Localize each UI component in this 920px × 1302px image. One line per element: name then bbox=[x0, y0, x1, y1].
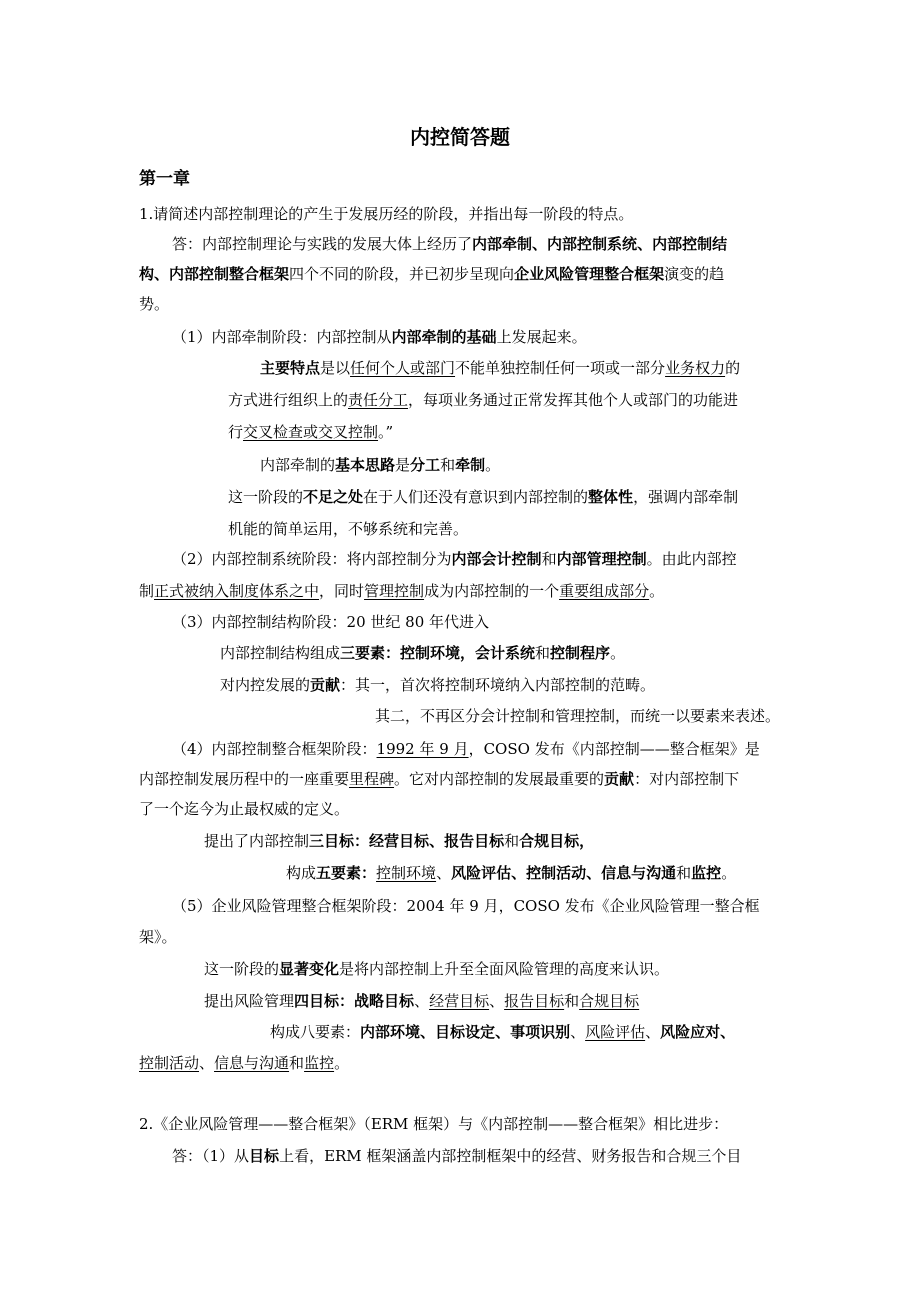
answer-2-line-1: 答：（1）从目标上看，ERM 框架涵盖内部控制框架中的经营、财务报告和合规三个目 bbox=[172, 1147, 742, 1165]
stage-1-basic-idea: 内部牵制的基本思路是分工和牵制。 bbox=[260, 456, 501, 474]
answer-1-line-2: 构、内部控制整合框架四个不同的阶段，并已初步呈现向企业风险管理整合框架演变的趋 bbox=[139, 265, 725, 283]
stage-3-elements: 内部控制结构组成三要素：控制环境，会计系统和控制程序。 bbox=[220, 644, 626, 662]
stage-5-line-1: （5）企业风险管理整合框架阶段：2004 年 9 月，COSO 发布《企业风险管理一整合框 bbox=[172, 897, 760, 915]
stage-1-feature-line-2: 方式进行组织上的责任分工，每项业务通过正常发挥其他个人或部门的功能进 bbox=[228, 391, 739, 409]
stage-1-heading: （1）内部牵制阶段：内部控制从内部牵制的基础上发展起来。 bbox=[172, 328, 587, 346]
stage-3-contribution-1: 对内控发展的贡献：其一，首次将控制环境纳入内部控制的范畴。 bbox=[220, 676, 656, 694]
stage-1-shortcoming-line-1: 这一阶段的不足之处在于人们还没有意识到内部控制的整体性，强调内部牵制 bbox=[228, 488, 739, 506]
answer-1-line-1: 答：内部控制理论与实践的发展大体上经历了内部牵制、内部控制系统、内部控制结 bbox=[172, 235, 728, 253]
stage-4-components: 构成五要素：控制环境、风险评估、控制活动、信息与沟通和监控。 bbox=[286, 864, 737, 882]
stage-5-objectives: 提出风险管理四目标：战略目标、经营目标、报告目标和合规目标 bbox=[204, 992, 640, 1010]
stage-1-feature-line-3: 行交叉检查或交叉控制。” bbox=[228, 423, 394, 441]
stage-3-contribution-2: 其二，不再区分会计控制和管理控制，而统一以要素来表述。 bbox=[374, 707, 780, 725]
stage-3-heading: （3）内部控制结构阶段：20 世纪 80 年代进入 bbox=[172, 613, 490, 631]
answer-1-line-3: 势。 bbox=[139, 295, 170, 313]
chapter-heading: 第一章 bbox=[139, 169, 190, 189]
stage-1-feature-line-1: 主要特点是以任何个人或部门不能单独控制任何一项或一部分业务权力的 bbox=[260, 359, 741, 377]
stage-5-change: 这一阶段的显著变化是将内部控制上升至全面风险管理的高度来认识。 bbox=[204, 960, 670, 978]
stage-5-components-line-2: 控制活动、信息与沟通和监控。 bbox=[139, 1054, 350, 1072]
question-1: 1.请简述内部控制理论的产生于发展历经的阶段，并指出每一阶段的特点。 bbox=[139, 205, 634, 223]
stage-4-line-3: 了一个迄今为止最权威的定义。 bbox=[139, 800, 350, 818]
stage-4-line-1: （4）内部控制整合框架阶段：1992 年 9 月，COSO 发布《内部控制——整合框架》是 bbox=[172, 740, 760, 758]
stage-5-line-2: 架》。 bbox=[139, 928, 177, 946]
stage-1-shortcoming-line-2: 机能的简单运用，不够系统和完善。 bbox=[228, 520, 469, 538]
stage-2-line-1: （2）内部控制系统阶段：将内部控制分为内部会计控制和内部管理控制。由此内部控 bbox=[172, 550, 737, 568]
stage-5-components-line-1: 构成八要素：内部环境、目标设定、事项识别、风险评估、风险应对、 bbox=[270, 1023, 736, 1041]
document-title: 内控简答题 bbox=[410, 125, 510, 149]
stage-2-line-2: 制正式被纳入制度体系之中，同时管理控制成为内部控制的一个重要组成部分。 bbox=[139, 582, 665, 600]
stage-4-objectives: 提出了内部控制三目标：经营目标、报告目标和合规目标， bbox=[204, 832, 595, 850]
question-2: 2.《企业风险管理——整合框架》（ERM 框架）与《内部控制——整合框架》相比进步： bbox=[139, 1115, 729, 1133]
stage-4-line-2: 内部控制发展历程中的一座重要里程碑。它对内部控制的发展最重要的贡献：对内部控制下 bbox=[139, 770, 740, 788]
